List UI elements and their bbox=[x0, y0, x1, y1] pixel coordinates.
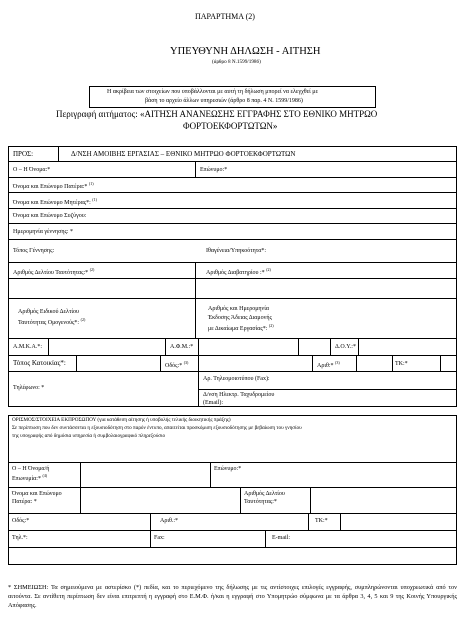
to-value: Δ/ΝΣΗ ΑΜΟΙΒΗΣ ΕΡΓΑΣΙΑΣ – ΕΘΝΙΚΟ ΜΗΤΡΩΟ ΦΟΡΤΟΕΚΦΟΡΤΩΤΩΝ bbox=[71, 150, 296, 158]
name-field[interactable]: Ο – Η Όνομα:* bbox=[13, 167, 51, 173]
father-name-field[interactable]: Όνομα και Επώνυμο Πατέρα:* $^{(1)}$ bbox=[13, 181, 94, 190]
rep-fax-field[interactable]: Fax: bbox=[154, 535, 165, 541]
to-label: ΠΡΟΣ: bbox=[13, 150, 34, 158]
mother-name-field[interactable]: Όνομα και Επώνυμο Μητέρας*: $^{(1)}$ bbox=[13, 197, 97, 206]
accuracy-notice-line1: Η ακρίβεια των στοιχείων που υποβάλλονται με αυτή τη δήλωση μπορεί να ελεγχθεί με bbox=[107, 89, 319, 95]
representative-heading: ΟΡΙΣΜΟΣ/ΣΤΟΙΧΕΙΑ ΕΚΠΡΟΣΩΠΟΥ (για κατάθεση αίτησης ή υποβολής τελικής διοικητικής πράξης) bbox=[12, 417, 231, 423]
amka-field[interactable]: Α.Μ.Κ.Α.*: bbox=[13, 344, 43, 350]
law-article: (άρθρο 8 Ν.1599/1986) bbox=[212, 59, 261, 65]
rep-number-field[interactable]: Αριθ.:* bbox=[160, 518, 178, 524]
rep-id-label-1: Αριθμός Δελτίου bbox=[244, 491, 285, 497]
residence-permit-label-2: Έκδοσης Άδειας Διαμονής bbox=[208, 315, 272, 321]
phone-field[interactable]: Τηλέφωνο: * bbox=[13, 385, 45, 391]
birthplace-field[interactable]: Τόπος Γέννησης: bbox=[13, 248, 55, 254]
fax-field[interactable]: Αρ. Τηλεομοιοτύπου (Fax): bbox=[203, 376, 270, 382]
rep-phone-field[interactable]: Τηλ.*: bbox=[12, 535, 28, 541]
rep-tk-field[interactable]: ΤΚ:* bbox=[315, 518, 328, 524]
doy-field[interactable]: Δ.Ο.Υ.:* bbox=[335, 344, 356, 350]
rep-street-field[interactable]: Οδός:* bbox=[12, 518, 30, 524]
rep-surname-field[interactable]: Επώνυμο:* bbox=[214, 466, 242, 472]
spouse-name-field[interactable]: Όνομα και Επώνυμο Συζύγου: bbox=[13, 213, 87, 219]
number-field[interactable]: Αριθ:* $^{(3)}$ bbox=[317, 360, 340, 369]
annex-label: ΠΑΡΑΡΤΗΜΑ (2) bbox=[195, 12, 255, 21]
surname-field[interactable]: Επώνυμο:* bbox=[200, 167, 228, 173]
residence-permit-label-1: Αριθμός και Ημερομηνία bbox=[208, 306, 270, 312]
email-field[interactable]: (Email): bbox=[203, 400, 223, 406]
street-field[interactable]: Οδός:* $^{(3)}$ bbox=[165, 360, 189, 369]
residence-field[interactable]: Τόπος Κατοικίας*: bbox=[13, 359, 66, 367]
nationality-field[interactable]: Ιθαγένεια/Υπηκοότητα*: bbox=[206, 248, 267, 254]
homogenous-id-label-1: Αριθμός Ειδικού Δελτίου bbox=[18, 309, 79, 315]
rep-father-field[interactable]: Πατέρα: * bbox=[12, 499, 37, 505]
request-description: Περιγραφή αιτήματος: «ΑΙΤΗΣΗ ΑΝΑΝΕΩΣΗΣ ΕΓΓΡΑΦΗΣ ΣΤΟ ΕΘΝΙΚΟ ΜΗΤΡΩΟ bbox=[56, 109, 378, 119]
request-description-cont: ΦΟΡΤΟΕΚΦΟΡΤΩΤΩΝ» bbox=[183, 121, 278, 131]
accuracy-notice-line2: βάση το αρχείο άλλων υπηρεσιών (άρθρο 8 παρ. 4 Ν. 1599/1986) bbox=[145, 98, 303, 104]
rep-id-field[interactable]: Ταυτότητας:* bbox=[244, 499, 277, 505]
birthdate-field[interactable]: Ημερομηνία γέννησης: * bbox=[13, 229, 74, 235]
id-number-field[interactable]: Αριθμός Δελτίου Ταυτότητας:* $^{(2)}$ bbox=[13, 267, 95, 276]
representative-note-1: Σε περίπτωση που δεν συντάσσεται η εξουσιοδότηση στο παρόν έντυπο, απαιτείται προσκόμιση εξουσιοδότησης με βεβαίωση του γνησίου bbox=[12, 425, 302, 431]
tk-field[interactable]: ΤΚ:* bbox=[395, 361, 408, 367]
rep-email-field[interactable]: E-mail: bbox=[272, 535, 290, 541]
footnote-note: * ΣΗΜΕΙΩΣΗ: Τα σημειούμενα με αστερίσκο (*) πεδία, και το περιεχόμενο της δήλωσης με τις αντίστοιχες επιλογές εγγραφής, συμπληρώνονται υποχρεωτικά από τον αιτούντα. Σε αντίθετη περίπτωση δεν είναι επιτρεπτή η εγγραφή στο Ε.Μ.Φ. ή/και η εγγραφή στο Υπομητρώο σύμφωνα με τα άρθρα 3, 4, 5 και 9 της Κοινής Υπουργικής Απόφασης. bbox=[8, 584, 457, 610]
representative-note-2: της υπογραφής από δημόσια υπηρεσία ή συμβολαιογραφικό πληρεξούσιο bbox=[12, 433, 166, 439]
residence-permit-field[interactable]: με Δικαίωμα Εργασίας*: $^{(2)}$ bbox=[208, 323, 274, 332]
email-label-1: Δ/νση Ηλεκτρ. Ταχυδρομείου bbox=[203, 392, 275, 398]
passport-field[interactable]: Αριθμός Διαβατηρίου :* $^{(2)}$ bbox=[206, 267, 271, 276]
rep-father-label-1: Όνομα και Επώνυμο bbox=[12, 491, 62, 497]
rep-name-label-1: Ο – Η Όνομα/ή bbox=[12, 466, 50, 472]
homogenous-id-field[interactable]: Ταυτότητας Ομογενούς*: $^{(2)}$ bbox=[18, 317, 86, 326]
page-title: ΥΠΕΥΘΥΝΗ ΔΗΛΩΣΗ - ΑΙΤΗΣΗ bbox=[170, 46, 321, 57]
afm-field[interactable]: Α.Φ.Μ.:* bbox=[170, 344, 194, 350]
rep-name-field[interactable]: Επωνυμία:* $^{(4)}$ bbox=[12, 473, 48, 482]
